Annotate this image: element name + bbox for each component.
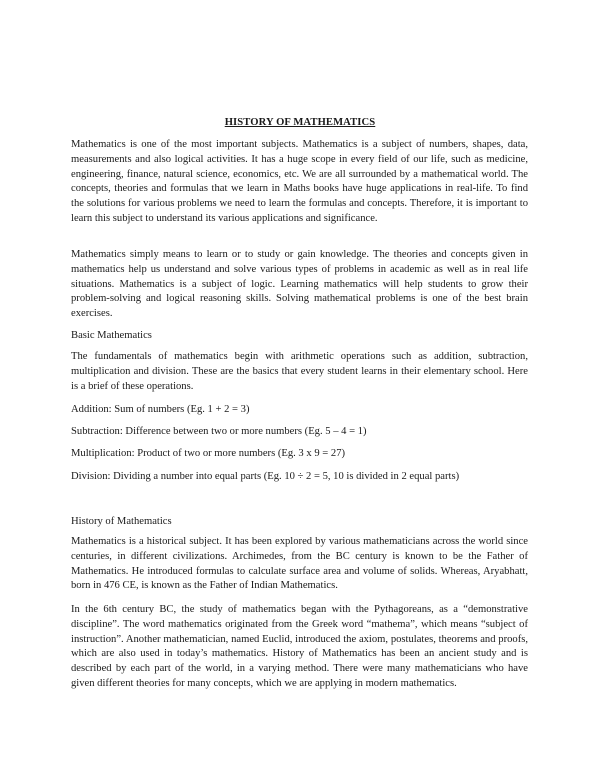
operation-multiplication: Multiplication: Product of two or more numbers (Eg. 3 x 9 = 27) (71, 448, 346, 459)
paragraph-historical-subject: Mathematics is a historical subject. It has been explored by various mathematicians across the world since centuries, in different civilizations. Archimedes, from the BC century is known to be the Father of Mathematics. He introduced formulas to calculate surface area and volume of solids. Whereas, Aryabhatt, born in 476 CE, is known as the Father of Indian Mathematics. (71, 536, 528, 592)
heading-history-of-mathematics: History of Mathematics (71, 516, 172, 527)
heading-basic-mathematics: Basic Mathematics (71, 330, 152, 341)
operation-division: Division: Dividing a number into equal parts (Eg. 10 ÷ 2 = 5, 10 is divided in 2 equal parts) (71, 471, 460, 482)
document-title: HISTORY OF MATHEMATICS (224, 117, 376, 128)
paragraph-meaning: Mathematics simply means to learn or to study or gain knowledge. The theories and concepts given in mathematics help us understand and solve various types of problems in academic as well as in real life situations. Mathematics is a subject of logic. Learning mathematics will help students to grow their problem-solving and logical reasoning skills. Solving mathematical problems is one of the best brain exercises. (71, 249, 528, 320)
operation-addition: Addition: Sum of numbers (Eg. 1 + 2 = 3) (71, 404, 250, 415)
operation-subtraction: Subtraction: Difference between two or more numbers (Eg. 5 – 4 = 1) (71, 426, 367, 437)
paragraph-pythagoreans: In the 6th century BC, the study of mathematics began with the Pythagoreans, as a “demonstrative discipline”. The word mathematics originated from the Greek word “mathema”, which means “subject of instruction”. Another mathematician, named Euclid, introduced the axiom, postulates, theorems and proofs, which are also used in today’s mathematics. History of Mathematics has been an ancient study and is described by each part of the world, in a varying method. There were many mathematicians who have given different theories for many concepts, which we are applying in modern mathematics. (71, 604, 528, 689)
paragraph-introduction: Mathematics is one of the most important subjects. Mathematics is a subject of numbers, shapes, data, measurements and also logical activities. It has a huge scope in every field of our life, such as medicine, engineering, finance, natural science, economics, etc. We are all surrounded by a mathematical world. The concepts, theories and formulas that we learn in Maths books have huge applications in real-life. To find the solutions for various problems we need to learn the formulas and concepts. Therefore, it is important to learn this subject to understand its various applications and significance. (71, 139, 528, 224)
paragraph-fundamentals: The fundamentals of mathematics begin with arithmetic operations such as addition, subtraction, multiplication and division. These are the basics that every student learns in their elementary school. Here is a brief of these operations. (71, 351, 528, 392)
